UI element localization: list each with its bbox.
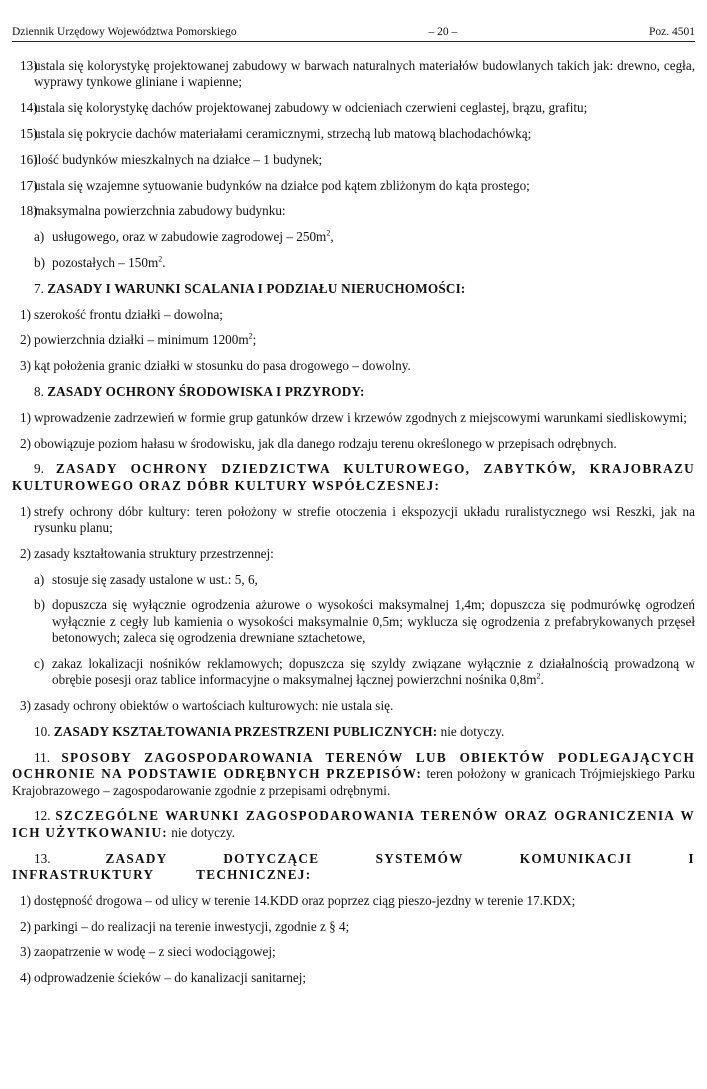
list-item-text: powierzchnia działki – minimum 1200m [34, 332, 249, 348]
list-item-text: maksymalna powierzchnia zabudowy budynku: [34, 203, 286, 219]
list-item-text: pozostałych – 150m [52, 254, 159, 270]
journal-name: Dziennik Urzędowy Województwa Pomorskiego [12, 26, 237, 38]
page-header [12, 26, 695, 42]
list-item-number: c) [34, 655, 45, 671]
list-item-number: 3) [20, 358, 31, 374]
list-item-text: kąt położenia granic działki w stosunku do pasa drogowego – dowolny. [34, 358, 411, 374]
list-item [12, 504, 695, 537]
list-item-text: dopuszcza się wyłącznie ogrodzenia ażurowe o wysokości maksymalnej 1,4m; dopuszcza się podmurówkę ogrodzeń wyłącznie z cegły lub kamienia o wysokości maksymalnie 0,5m; wyklucza się ogrodzenia z prefabrykowanych przęseł betonowych; zaleca się ogrodzenia drewniane sztachetowe, [52, 597, 695, 646]
list-item-number: 1) [20, 409, 31, 425]
section-9-item-3 [12, 698, 695, 714]
list-item-text: obowiązuje poziom hałasu w środowisku, jak dla danego rodzaju terenu określonego w przepisach odrębnych. [34, 435, 617, 451]
list-item-number: a) [34, 229, 45, 245]
superscript: 2 [158, 254, 163, 264]
document-body [12, 58, 695, 996]
list-item [12, 893, 695, 909]
list-item-number: 2) [20, 545, 31, 561]
list-item-text: usługowego, oraz w zabudowie zagrodowej – 250m [52, 229, 327, 245]
list-item [12, 229, 695, 245]
list-item-number: 17) [20, 177, 38, 193]
list-item-number: a) [34, 571, 45, 587]
list-item-number: 3) [20, 698, 31, 714]
list-item [12, 410, 695, 426]
position-number: Poz. 4501 [648, 26, 695, 38]
list-item-text: strefy ochrony dóbr kultury: teren położony w strefie otoczenia i ekspozycji układu ruralistycznego wsi Reszki, jak na rysunku planu; [34, 503, 695, 535]
list-item-text: ustala się pokrycie dachów materiałami ceramicznymi, strzechą lub matową blachodachówką; [34, 126, 532, 141]
list-item [12, 152, 695, 168]
list-item-text: parkingi – do realizacji na terenie inwestycji, zgodnie z § 4; [34, 918, 350, 934]
list-item [12, 203, 695, 219]
list-item [12, 436, 695, 452]
list-item-number: 2) [20, 435, 31, 451]
list-item-number: 15) [20, 126, 38, 141]
section-9-list [12, 504, 695, 563]
list-item [12, 970, 695, 986]
list-item-number: 13) [20, 58, 38, 73]
list-item [12, 126, 695, 142]
list-item [12, 698, 695, 714]
section-8-list [12, 410, 695, 452]
section-8-heading: 8. ZASADY OCHRONY ŚRODOWISKA I PRZYRODY: [34, 383, 365, 399]
list-item [12, 100, 695, 116]
superscript: 2 [536, 671, 541, 681]
superscript: 2 [326, 228, 331, 238]
list-item [12, 919, 695, 935]
list-item-text: ustala się wzajemne sytuowanie budynków na działce pod kątem zbliżonym do kąta prostego; [34, 177, 530, 193]
section-13-list [12, 893, 695, 987]
list-item-text: zakaz lokalizacji nośników reklamowych; dopuszcza się szyldy związane wyłącznie z działalnością prowadzoną w obrębie posesji oraz tablice informacyjne o maksymalnej łącznej powierzchni nośnika 0,8m [52, 655, 695, 688]
list-item-text: ustala się kolorystykę projektowanej zabudowy w barwach naturalnych materiałów budowlanych takich jak: drewno, cegła, wyprawy tynkowe gliniane i wapienne; [34, 58, 695, 90]
list-item-text: zaopatrzenie w wodę – z sieci wodociągowej; [34, 944, 276, 960]
list-item-number: 18) [20, 203, 38, 219]
section-13-heading: 13. ZASADY DOTYCZĄCE SYSTEMÓW KOMUNIKACJI I INFRASTRUKTURY TECHNICZNEJ: [12, 850, 695, 882]
list-item-text: zasady kształtowania struktury przestrzennej: [34, 545, 274, 561]
list-item [12, 546, 695, 562]
list-item [12, 332, 695, 348]
list-item-number: 2) [20, 332, 31, 348]
list-block-1-sub [12, 229, 695, 271]
list-item-number: 16) [20, 151, 38, 167]
list-item-text: stosuje się zasady ustalone w ust.: 5, 6, [52, 571, 258, 587]
list-item-number: 1) [20, 892, 31, 908]
section-7-list [12, 307, 695, 375]
list-item [12, 255, 695, 271]
section-9-sublist [12, 572, 695, 689]
list-item [12, 597, 695, 646]
list-item-number: 14) [20, 100, 38, 116]
list-item-text: odprowadzenie ścieków – do kanalizacji sanitarnej; [34, 970, 307, 986]
section-9-heading: 9. ZASADY OCHRONY DZIEDZICTWA KULTUROWEGO, ZABYTKÓW, KRAJOBRAZU KULTUROWEGO ORAZ DÓBR KULTURY WSPÓŁCZESNEJ: [12, 461, 695, 493]
list-item [12, 58, 695, 91]
list-item [12, 656, 695, 689]
list-item [12, 178, 695, 194]
list-item-end: ; [252, 332, 257, 348]
list-item-number: 3) [20, 944, 31, 960]
list-item-text: dostępność drogowa – od ulicy w terenie 14.KDD oraz poprzez ciąg pieszo-jezdny w terenie 17.KDX; [34, 892, 576, 908]
list-item [12, 307, 695, 323]
section-12-heading: 12. SZCZEGÓLNE WARUNKI ZAGOSPODAROWANIA TERENÓW ORAZ OGRANICZENIA W ICH UŻYTKOWANIU: nie dotyczy. [12, 808, 695, 840]
list-item-number: 1) [20, 306, 31, 322]
page-number: – 20 – [428, 26, 458, 38]
list-item [12, 572, 695, 588]
list-item-text: ustala się kolorystykę dachów projektowanej zabudowy w odcieniach czerwieni ceglastej, brązu, grafitu; [34, 100, 588, 116]
list-item [12, 944, 695, 960]
list-item-number: 1) [20, 503, 31, 519]
list-item-end: . [540, 672, 544, 688]
list-item-end: , [330, 229, 334, 245]
superscript: 2 [248, 331, 253, 341]
section-10-heading: 10. ZASADY KSZTAŁTOWANIA PRZESTRZENI PUBLICZNYCH: nie dotyczy. [34, 723, 505, 739]
list-item-text: wprowadzenie zadrzewień w formie grup gatunków drzew i krzewów zgodnych z miejscowymi warunkami siedliskowymi; [34, 409, 687, 425]
list-block-1 [12, 58, 695, 220]
list-item-number: 2) [20, 918, 31, 934]
list-item-number: b) [34, 597, 45, 613]
section-7-heading: 7. ZASADY I WARUNKI SCALANIA I PODZIAŁU NIERUCHOMOŚCI: [34, 280, 466, 296]
list-item-number: 4) [20, 970, 31, 986]
list-item-text: zasady ochrony obiektów o wartościach kulturowych: nie ustala się. [34, 698, 394, 714]
list-item-end: . [162, 254, 166, 270]
list-item-text: szerokość frontu działki – dowolna; [34, 306, 223, 322]
section-11-heading: 11. SPOSOBY ZAGOSPODAROWANIA TERENÓW LUB OBIEKTÓW PODLEGAJĄCYCH OCHRONIE NA PODSTAWIE ODRĘBNYCH PRZEPISÓW: teren położony w granicach Trójmiejskiego Parku Krajobrazowego – zagospodarowanie zgodnie z przepisami odrębnymi. [12, 749, 695, 798]
list-item-number: b) [34, 254, 45, 270]
list-item-text: ilość budynków mieszkalnych na działce – 1 budynek; [34, 151, 323, 167]
list-item [12, 358, 695, 374]
